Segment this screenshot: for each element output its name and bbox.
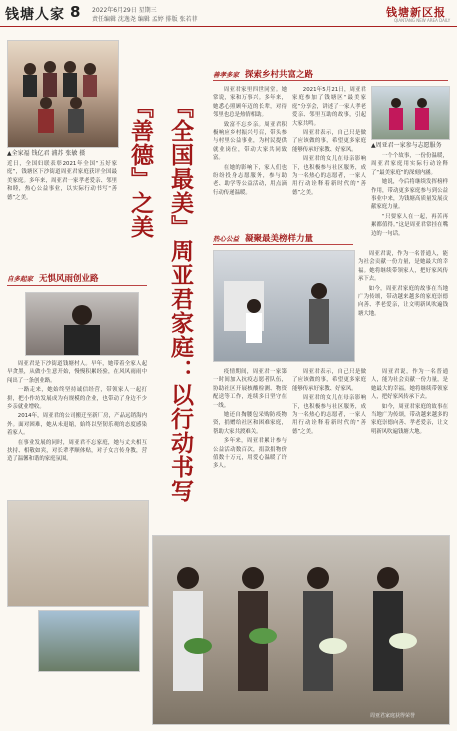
divider [7, 285, 147, 286]
community-photo [213, 250, 355, 362]
portrait-figure [26, 293, 138, 355]
paragraph: 多年来，周亚君累计参与公益活动数百次，捐款捐物价值数十万元，用爱心温暖了许多人。 [213, 438, 287, 470]
section-b-tag: 善孝多家 [213, 71, 239, 79]
section-b-body-left [213, 86, 287, 196]
volunteer-photo [38, 610, 140, 672]
editor-line: 责任编辑 沈逸尧 编辑 孟婷 排版 张若菲 [92, 16, 198, 23]
page-number: 8 [70, 3, 81, 21]
paragraph: “只要家人在一起，再苦再累都值得。”这是周亚君常挂在嘴边的一句话。 [371, 213, 448, 237]
section-c-title: 凝聚最美榜样力量 [245, 234, 314, 244]
paragraph: 2014年，周亚君的公司搬迁至新厂房，产品远销海内外。面对困难，她从未退缩，始终以坚韧乐观的态度感染着家人。 [7, 413, 147, 437]
section-a-title: 无惧风雨创业路 [39, 274, 99, 284]
paragraph: 如今，周亚君家庭的故事在当地广为传颂，带动越来越多的家庭崇德向善、孝老爱亲，让文明新风吹遍钱塘大地。 [371, 403, 448, 435]
intro-text: 近日，全国妇联表彰2021年全国“五好家庭”，钱塘区下沙街道周亚君家庭获评全国最美家庭。多年来，周亚君一家孝老爱亲、邻里和睦，热心公益事业，以实际行动书写“善德”之美。 [7, 161, 117, 201]
section-b-title: 探索乡村共富之路 [245, 70, 314, 80]
section-c-heading [213, 232, 443, 244]
section-c-body-right [371, 368, 448, 518]
paragraph: 周亚君是下沙街道钱塘村人。早年，她带着全家人起早贪黑，从做小生意开始，慢慢积累经验，在风风雨雨中闯出了一条创业路。 [7, 361, 147, 384]
masthead-subtitle: QIANTANG NEW AREA DAILY [394, 18, 451, 23]
paragraph: 她说，今后将继续发挥榜样作用，带动更多家庭参与到公益事业中来，为钱塘高质量发展贡献家庭力量。 [371, 179, 448, 211]
paragraph: 周亚君说，作为一名普通人，能为社会贡献一份力量，是她最大的幸福。她将继续带领家人，把好家风传承下去。 [358, 251, 448, 283]
paragraph: 一个个故事，一份份温暖，周亚君家庭用实际行动诠释了“最美家庭”的深刻内涵。 [371, 153, 448, 176]
paragraph: 在她的影响下，家人们也纷纷投身志愿服务，参与助老、助学等公益活动，用点滴行动传递温暖。 [213, 164, 287, 196]
masthead-logo: 钱塘新区报 [386, 6, 446, 19]
date-line: 2022年6月29日 星期三 [92, 7, 157, 14]
bottom-photo-caption: 周亚君家庭获得荣誉 [370, 713, 416, 719]
office-photo [7, 500, 149, 607]
section-b-body-mid [292, 86, 366, 196]
main-headline: 『全国最美』周亚君家庭：以行动书写『善德』之美 [127, 95, 194, 503]
divider [213, 244, 353, 245]
section-a-heading [7, 272, 137, 284]
section-a-body [7, 360, 147, 490]
paragraph: 周亚君表示，自己只是做了应该做的事，希望更多家庭能够传承好家教、好家风。 [292, 369, 366, 392]
section-name: 钱塘人家 [5, 7, 65, 23]
section-a-tag: 自多起家 [7, 275, 33, 283]
bottom-group-photo [152, 535, 450, 725]
paragraph: 周亚君的女儿在母亲影响下，也积极参与社区服务，成为一名热心的志愿者，一家人用行动诠释着新时代的“善德”之美。 [292, 156, 366, 196]
section-c-body-right-top [358, 250, 448, 360]
section-b-caption: ▲周亚君一家参与志愿服务 [371, 142, 442, 149]
paragraph: 一路走来，她始终坚持诚信经营，带领家人一起打拼，把小作坊发展成为有规模的企业，也带动了身边不少乡亲就业增收。 [7, 387, 147, 411]
section-b-heading [213, 68, 443, 80]
section-c-tag: 热心公益 [213, 235, 239, 243]
family-photo [7, 40, 119, 148]
paragraph: 周亚君说，作为一名普通人，能为社会贡献一份力量，是她最大的幸福。她将继续带领家人，把好家风传承下去。 [371, 369, 448, 401]
divider [213, 80, 448, 81]
bottom-photo-figures [153, 536, 449, 724]
paragraph: 疫情期间，周亚君一家第一时间加入抗疫志愿者队伍，协助社区开展核酸检测、物资配送等工作，连续多日坚守在一线。 [213, 369, 287, 409]
paragraph: 在事业发展的同时，周亚君不忘家庭，她与丈夫相互扶持、相敬如宾，对长辈孝顺体贴，对子女言传身教，营造了温馨和谐的家庭氛围。 [7, 439, 147, 463]
portrait-photo [25, 292, 139, 356]
family-photo-figures [8, 41, 118, 147]
paragraph: 2021年5月21日，周亚君家庭参加了钱塘区“最美家庭”分享会，讲述了一家人孝老爱亲、邻里互助的故事，引起大家共鸣。 [292, 87, 366, 127]
paragraph: 致富不忘乡亲。周亚君积极响应乡村振兴号召，带头参与村里公益事业，为村民提供就业岗位，带动大家共同致富。 [213, 121, 287, 162]
section-d-body [371, 152, 448, 237]
paragraph: 她还自掏腰包采购防疫物资，捐赠给社区和困难家庭，帮助大家共渡难关。 [213, 412, 287, 435]
volunteers-figures [372, 87, 449, 139]
paragraph: 周亚君表示，自己只是做了应该做的事，希望更多家庭能够传承好家教、好家风。 [292, 130, 366, 153]
volunteers-photo [371, 86, 450, 140]
paragraph: 周亚君的女儿在母亲影响下，也积极参与社区服务，成为一名热心的志愿者，一家人用行动诠释着新时代的“善德”之美。 [292, 395, 366, 435]
community-figures [214, 251, 354, 361]
family-photo-caption: ▲全家福 钱亿君 浦苏 张敏 摄 [7, 150, 86, 157]
section-c-body-mid [292, 368, 366, 518]
paragraph: 周亚君家里四世同堂。她常说，家和万事兴。多年来，她悉心照顾年迈的长辈，对待邻里也总是热情相助。 [213, 87, 287, 119]
section-c-body-left [213, 368, 287, 518]
paragraph: 如今，周亚君家庭的故事在当地广为传颂，带动越来越多的家庭崇德向善、孝老爱亲，让文明新风吹遍钱塘大地。 [358, 285, 448, 317]
